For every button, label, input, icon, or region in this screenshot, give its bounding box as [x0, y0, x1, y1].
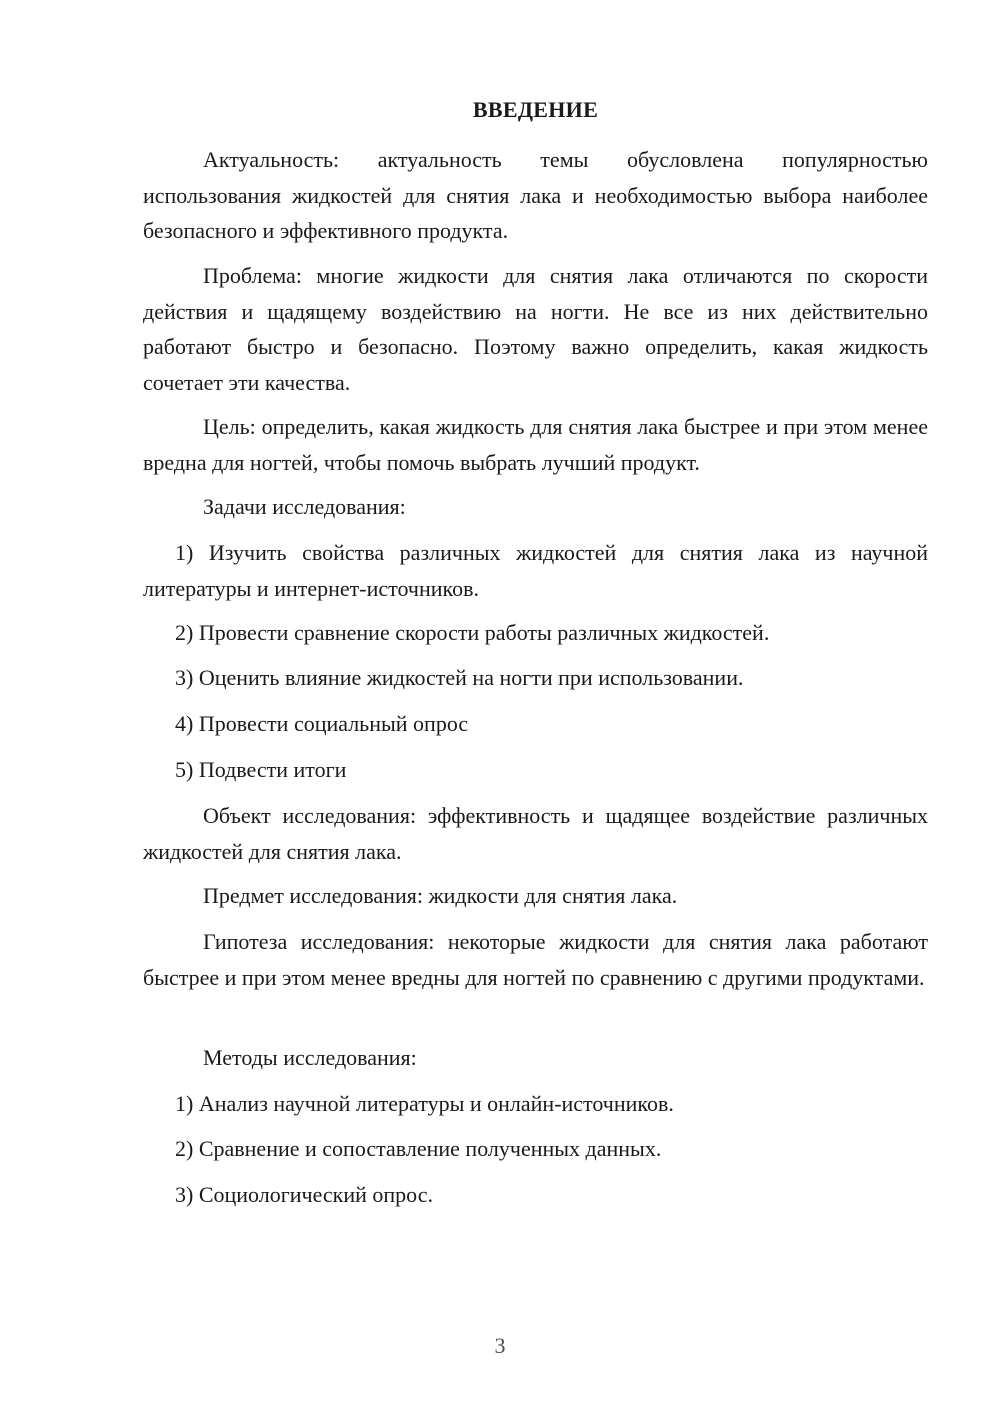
goal-paragraph: Цель: определить, какая жидкость для снятия лака быстрее и при этом менее вредна для ногтей, чтобы помочь выбрать лучший продукт. [143, 414, 928, 475]
hypothesis-paragraph: Гипотеза исследования: некоторые жидкости для снятия лака работают быстрее и при этом менее вредны для ногтей по сравнению с другими продуктами. [143, 929, 928, 990]
task-item-5: 5) Подвести итоги [175, 757, 347, 782]
section-title: ВВЕДЕНИЕ [472, 97, 599, 122]
object-paragraph: Объект исследования: эффективность и щадящее воздействие различных жидкостей для снятия лака. [143, 803, 928, 864]
task-item-1: 1) Изучить свойства различных жидкостей для снятия лака из научной литературы и интернет-источников. [143, 540, 928, 601]
task-item-3: 3) Оценить влияние жидкостей на ногти при использовании. [175, 665, 744, 690]
page-number: 3 [494, 1333, 506, 1358]
methods-heading: Методы исследования: [203, 1045, 417, 1070]
task-item-2: 2) Провести сравнение скорости работы различных жидкостей. [175, 620, 770, 645]
method-item-3: 3) Социологический опрос. [175, 1182, 433, 1207]
problem-paragraph: Проблема: многие жидкости для снятия лака отличаются по скорости действия и щадящему воздействию на ногти. Не все из них действительно работают быстро и безопасно. Поэтому важно определить, какая жидкость сочетает эти качества. [143, 263, 928, 395]
method-item-1: 1) Анализ научной литературы и онлайн-источников. [175, 1091, 674, 1116]
method-item-2: 2) Сравнение и сопоставление полученных данных. [175, 1136, 662, 1161]
subject-paragraph: Предмет исследования: жидкости для снятия лака. [203, 883, 678, 908]
relevance-paragraph: Актуальность: актуальность темы обусловлена популярностью использования жидкостей для снятия лака и необходимостью выбора наиболее безопасного и эффективного продукта. [143, 147, 928, 243]
tasks-heading: Задачи исследования: [203, 494, 406, 519]
task-item-4: 4) Провести социальный опрос [175, 711, 469, 736]
